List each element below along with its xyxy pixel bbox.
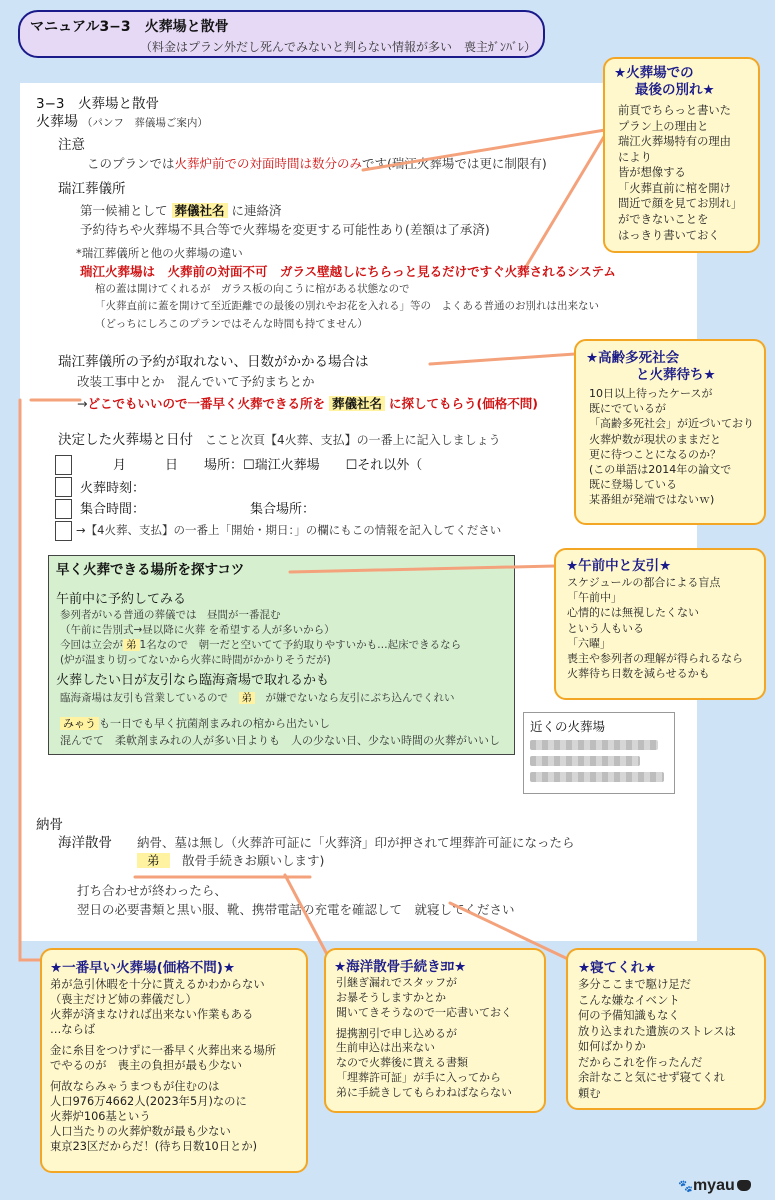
note-heading: 注意: [58, 137, 85, 153]
callout-aging-title-1: ★高齢多死社会: [586, 350, 680, 366]
note-text: このプランでは: [87, 156, 175, 171]
miyau-highlight: みゃう: [60, 717, 99, 730]
form-date-location: 月 日 場所：☐瑞江火葬場 ☐それ以外（: [113, 458, 423, 473]
brother-highlight-3: 弟: [137, 853, 170, 868]
callout-line: 皆が想像する: [618, 166, 686, 180]
mizue-diff-heading: *瑞江葬儀所と他の火葬場の違い: [76, 246, 243, 260]
callout-line: 「高齢多死社会」が近づいており: [589, 417, 754, 431]
tips-am-heading: 午前中に予約してみる: [56, 592, 187, 607]
crematorium-subheading: （パンフ 葬儀場ご案内）: [81, 117, 208, 129]
callout-line: 「六曜」: [567, 636, 611, 650]
callout-line: 前頁でちらっと書いた: [618, 104, 731, 117]
callout-line: …ならば: [50, 1023, 96, 1037]
page-subtitle: （料金はプラン外だし死んでみないと判らない情報が多い 喪主ｶﾞﾝﾊﾞﾚ）: [140, 40, 537, 54]
callout-line: 余計なこと気にせず寝てくれ: [578, 1071, 725, 1085]
callout-sleep: [566, 948, 766, 1110]
sea-line-1: 納骨、墓は無し（火葬許可証に「火葬済」印が押されて埋葬許可証になったら: [137, 835, 575, 850]
callout-line: 既にでているが: [589, 402, 666, 416]
fallback-instruction-2: に探してもらう: [388, 396, 477, 411]
callout-line: 何の予備知識もなく: [578, 1009, 680, 1023]
callout-line: 弟が急引休暇を十分に貰えるかわからない: [50, 978, 265, 991]
connector-farewell-mizue: [527, 135, 605, 265]
tips-am-1: 参列者がいる普通の葬儀では 昼間が一番混む: [60, 609, 281, 621]
callout-farewell: [603, 57, 760, 253]
tips-title: 早く火葬できる場所を探すコツ: [56, 562, 245, 578]
callout-sea-body: [336, 976, 512, 1101]
tips-text-2: 1名なので 朝一だと空いてて予約取りやすいかも…起床できるなら: [139, 639, 462, 651]
callout-sea: [324, 948, 546, 1113]
callout-aging-body: [589, 386, 754, 507]
fallback-heading: 瑞江葬儀所の予約が取れない、日数がかかる場合は: [58, 354, 369, 370]
page-title: マニュアル3−3 火葬場と散骨: [30, 19, 229, 35]
callout-line: 多分ここまで駆け足だ: [578, 978, 691, 991]
callout-sleep-title: ★寝てくれ★: [578, 960, 657, 976]
mizue-heading: 瑞江葬儀所: [58, 181, 126, 197]
callout-line: 金に糸目をつけずに一番早く火葬出来る場所: [50, 1044, 276, 1058]
callout-line: 某番組が発端ではないｗ): [589, 493, 715, 507]
callout-sleep-body: [578, 977, 736, 1102]
callout-line: 間近で顔を見てお別れ」: [618, 197, 743, 211]
sea-heading: 海洋散骨: [58, 835, 112, 851]
fallback-price-note: (価格不問): [476, 396, 538, 411]
nokotsu-heading: 納骨: [36, 817, 63, 833]
form-meet-place: 集合場所：: [250, 502, 316, 517]
sea-text: 散骨手続きお願いします): [182, 853, 325, 868]
fallback-instruction: どこでもいいので一番早く火葬できる所を: [87, 396, 325, 411]
callout-line: 提携割引で申し込めるが: [336, 1026, 457, 1040]
final-line-1: 打ち合わせが終わったら、: [77, 883, 227, 898]
callout-line: 火葬炉106基という: [50, 1110, 151, 1124]
note-text-2: です(瑞江火葬場では更に制限有): [362, 156, 547, 171]
callout-line: 何故ならみゃうまつもが住むのは: [50, 1080, 220, 1094]
callout-line: 既に登場している: [589, 478, 677, 492]
callout-line: 聞いてきそうなので一応書いておく: [336, 1005, 512, 1019]
connector-aging: [430, 354, 575, 364]
callout-line: 10日以上待ったケースが: [589, 387, 713, 400]
form-meet-time: 集合時間：: [80, 502, 146, 517]
callout-sea-title: ★海洋散骨手続きﾖﾛ★: [334, 959, 467, 975]
callout-line: という人もいる: [567, 621, 644, 635]
tips-am-2: （午前に告別式→昼以降に火葬 を希望する人が多いから）: [60, 624, 335, 636]
paw-icon: 🐾: [678, 1179, 693, 1193]
fallback-line-1: 改装工事中とか 混んでいて予約まちとか: [77, 374, 315, 389]
tips-am-4: (炉が温まり切ってないから火葬に時間がかかりそうだが): [60, 654, 331, 666]
callout-line: 火葬炉数が現状のままだと: [589, 432, 721, 446]
funeral-company-highlight-2: 葬儀社名: [329, 396, 385, 411]
callout-line: 「火葬直前に棺を開け: [618, 181, 731, 195]
callout-line: 火葬が済まなければ出来ない作業もある: [50, 1008, 254, 1022]
nearby-label: 近くの火葬場: [530, 719, 606, 734]
callout-morning-title: ★午前中と友引★: [566, 558, 672, 574]
tips-tomobiki-heading: 火葬したい日が友引なら臨海斎場で取れるかも: [56, 673, 330, 688]
callout-line: 「午前中」: [567, 591, 622, 605]
callout-farewell-title-2: 最後の別れ★: [635, 82, 715, 98]
callout-line: 如何ばかりか: [578, 1040, 646, 1054]
footer-logo: [678, 1177, 751, 1195]
mizue-line-2: 予約待ちや火葬場不具合等で火葬場を変更する可能性あり(差額は了承済): [80, 222, 490, 237]
arrow-icon: →: [77, 396, 88, 411]
callout-line: プラン上の理由と: [618, 119, 709, 133]
callout-line: 放り込まれた遺族のストレスは: [578, 1024, 736, 1038]
callout-line: こんな嫌なイベント: [578, 993, 680, 1007]
callout-farewell-title-1: ★火葬場での: [614, 65, 694, 81]
brother-highlight-2: 弟: [239, 692, 256, 704]
callout-line: でやるのが 喪主の負担が最も少ない: [50, 1059, 243, 1073]
callout-farewell-body: [618, 103, 742, 243]
callout-earliest: [40, 948, 308, 1173]
callout-line: 瑞江火葬場特有の理由: [618, 135, 731, 149]
form-note: →【4火葬、支払】の一番上「開始・期日：」の欄にもこの情報を記入してください: [76, 523, 502, 537]
callout-line: はっきり書いておく: [618, 228, 720, 242]
callout-line: 「埋葬許可証」が手に入ってから: [336, 1071, 501, 1085]
callout-line: 弟に手続きしてもらわねばならない: [336, 1085, 512, 1099]
callout-line: 心情的には無視したくない: [567, 606, 699, 620]
tips-text-4: が嫌でないなら友引にぶち込んでくれい: [265, 692, 455, 704]
callout-aging-title-2: と火葬待ち★: [636, 367, 716, 383]
callout-morning: [554, 548, 766, 700]
callout-line: だからこれを作ったんだ: [578, 1055, 703, 1069]
final-line-2: 翌日の必要書類と黒い服、靴、携帯電話の充電を確認して 就寝してください: [77, 902, 515, 917]
connector-morning: [290, 566, 555, 572]
tips-text-5: も一日でも早く抗菌剤まみれの棺から出たいし: [99, 717, 330, 730]
connector-earliest-side: [20, 400, 42, 960]
mizue-diff-2: 「火葬直前に蓋を開けて至近距離での最後の別れやお花を入れる」等の よくある普通のお別れは出来ない: [95, 300, 599, 312]
callout-earliest-body: [50, 977, 276, 1154]
callout-line: 人口976万4662人(2023年5月)なのに: [50, 1095, 247, 1109]
decided-heading: 決定した火葬場と日付: [58, 432, 193, 448]
funeral-company-highlight: 葬儀社名: [172, 203, 228, 218]
callout-line: お暴そうしますかとか: [336, 990, 446, 1004]
callout-line: 頼む: [578, 1087, 601, 1101]
cat-face-icon: [737, 1180, 751, 1191]
tips-text-3: 臨海斎場は友引も営業しているので: [60, 692, 228, 704]
callout-line: (この単語は2014年の論文で: [589, 462, 732, 476]
decided-note: ここと次頁【4火葬、支払】の一番上に記入しましょう: [205, 433, 501, 447]
form-cremation-time: 火葬時刻：: [80, 481, 146, 496]
callout-line: ができないことを: [618, 213, 709, 227]
section-title: 3−3 火葬場と散骨: [36, 96, 159, 112]
callout-line: 人口当たりの火葬炉数が最も少ない: [50, 1125, 231, 1139]
mizue-text: 第一候補として: [80, 203, 168, 218]
logo-text: myau: [692, 1177, 735, 1194]
callout-aging: [574, 339, 766, 525]
callout-line: （喪主だけど姉の葬儀だし）: [50, 993, 197, 1007]
mizue-diff-1: 棺の蓋は開けてくれるが ガラス板の向こうに棺がある状態なので: [95, 283, 410, 295]
callout-line: 東京23区だからだ！(待ち日数10日とか): [50, 1140, 258, 1154]
mizue-diff-warning: 瑞江火葬場は 火葬前の対面不可 ガラス壁越しにちらっと見るだけですぐ火葬されるシステム: [80, 264, 616, 279]
tips-miyau-2: 混んでて 柔軟剤まみれの人が多い日よりも 人の少ない日、少ない時間の火葬がいいし: [60, 734, 500, 747]
callout-line: 更に待つことになるのか？: [589, 447, 721, 461]
callout-line: 喪主や参列者の理解が得られるなら: [567, 651, 743, 665]
note-warning: 火葬炉前での対面時間は数分のみ: [174, 156, 363, 171]
mizue-text-2: に連絡済: [231, 203, 282, 218]
callout-earliest-title: ★一番早い火葬場(価格不問)★: [50, 960, 236, 976]
crematorium-heading: 火葬場: [36, 114, 78, 130]
callout-line: 火葬待ち日数を減らせるかも: [567, 667, 710, 681]
callout-line: スケジュールの都合による盲点: [567, 576, 721, 589]
callout-morning-body: [567, 575, 743, 681]
callout-line: 引継ぎ漏れでスタッフが: [336, 976, 457, 989]
callout-line: 生前申込は出来ない: [336, 1041, 435, 1055]
brother-highlight: 弟: [123, 639, 140, 651]
callout-line: により: [618, 150, 652, 164]
connector-farewell-note: [363, 130, 605, 170]
mizue-diff-3: （どっちにしろこのプランではそんな時間も持てません）: [95, 318, 368, 330]
tips-text: 今回は立会が: [60, 639, 123, 651]
callout-line: なので火葬後に貰える書類: [336, 1056, 468, 1070]
